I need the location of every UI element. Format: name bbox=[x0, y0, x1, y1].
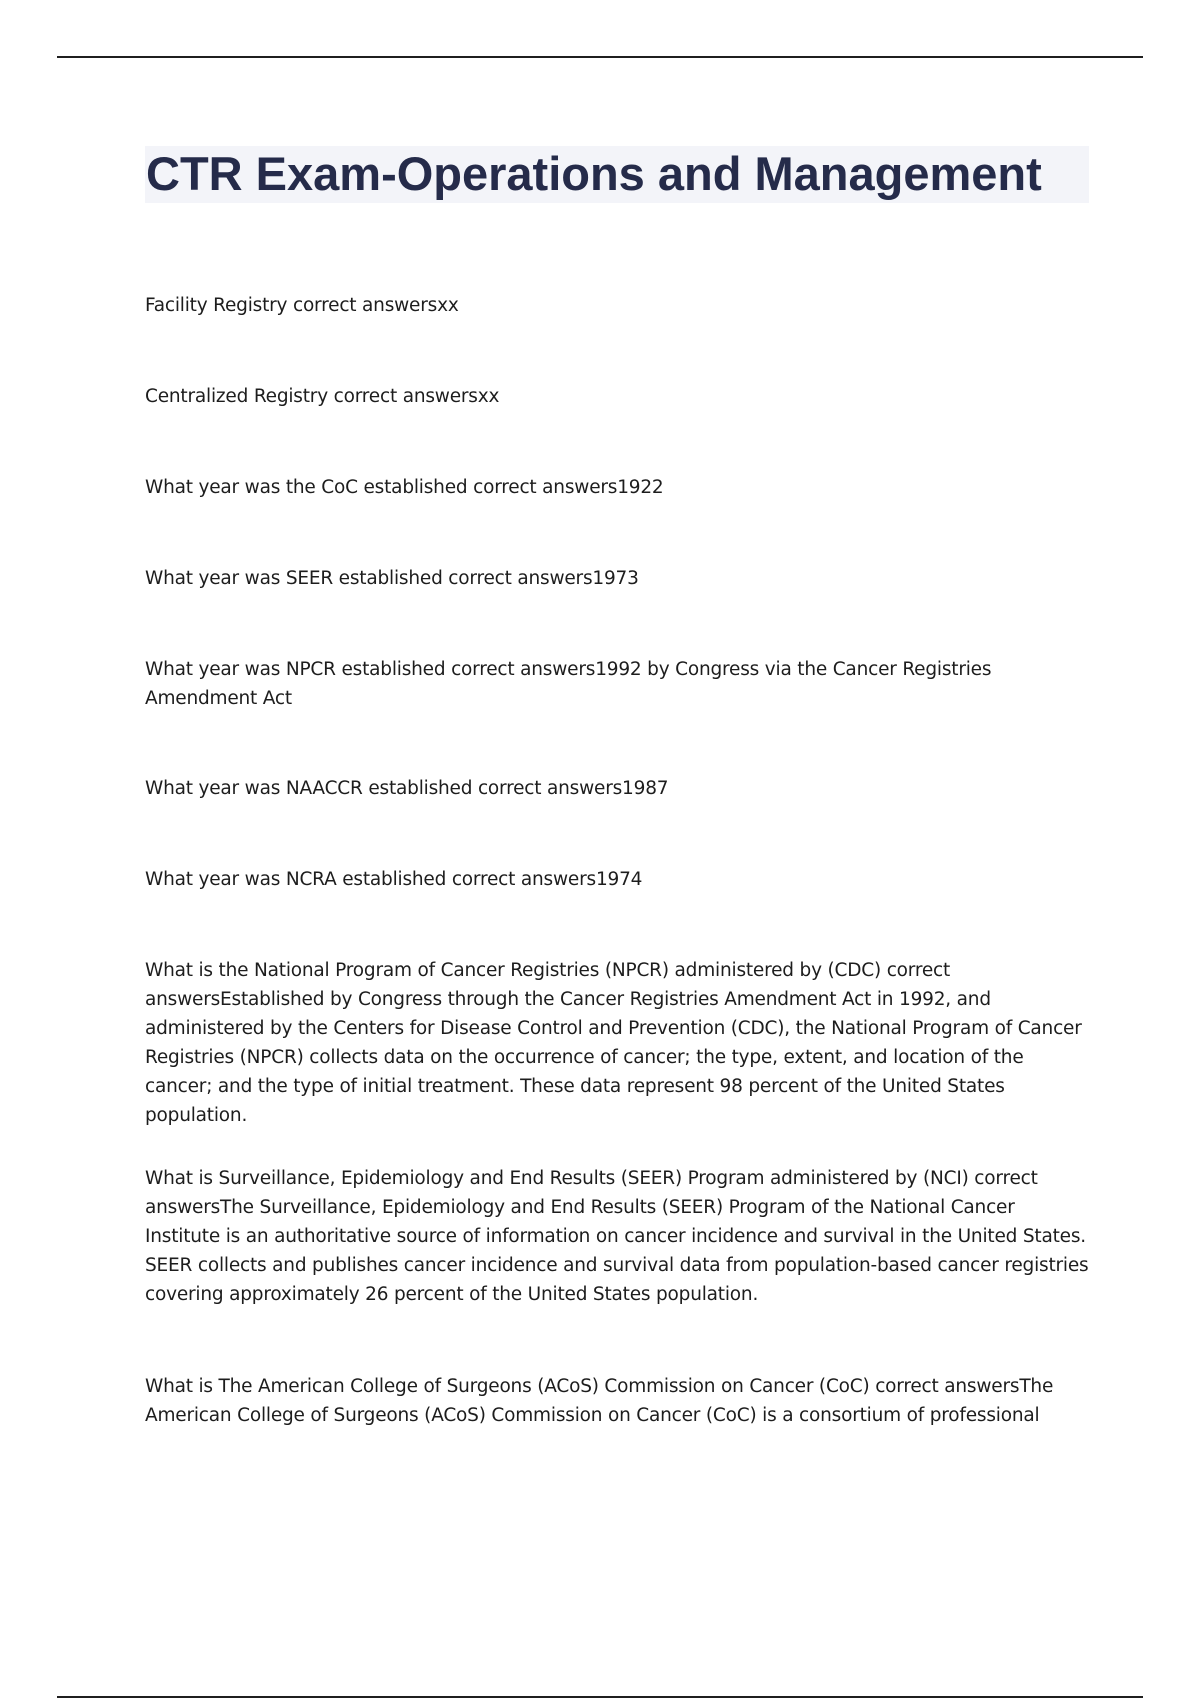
qa-entry-npcr-description: What is the National Program of Cancer Registries (NPCR) administered by (CDC) correct answersEstablished by Congress through the Cancer Registries Amendment Act in 1992, and administered by the Centers for Disease Control and Prevention (CDC), the National Program of Cancer Registries (NPCR) collects data on the occurrence of cancer; the type, extent, and location of the cancer; and the type of initial treatment. These data represent 98 percent of the United States population. bbox=[145, 960, 1082, 1126]
qa-entry-ncra-year: What year was NCRA established correct answers1974 bbox=[145, 869, 643, 890]
qa-entry-seer-description: What is Surveillance, Epidemiology and End Results (SEER) Program administered by (NCI) correct answersThe Surveillance, Epidemiology and End Results (SEER) Program of the National Cancer Institute is an authoritative source of information on cancer incidence and survival in the United States. SEER collects and publishes cancer incidence and survival data from population-based cancer registries covering approximately 26 percent of the United States population. bbox=[145, 1168, 1089, 1305]
qa-entry-seer-year: What year was SEER established correct answers1973 bbox=[145, 568, 639, 589]
qa-entry-acos-coc-description: What is The American College of Surgeons (ACoS) Commission on Cancer (CoC) correct answersThe American College of Surgeons (ACoS) Commission on Cancer (CoC) is a consortium of professional bbox=[145, 1376, 1054, 1426]
qa-entry-npcr-year: What year was NPCR established correct answers1992 by Congress via the Cancer Registries Amendment Act bbox=[145, 659, 992, 709]
top-rule bbox=[57, 56, 1143, 58]
bottom-rule bbox=[57, 1696, 1143, 1698]
qa-entry-naaccr-year: What year was NAACCR established correct answers1987 bbox=[145, 778, 669, 799]
qa-entry-centralized-registry: Centralized Registry correct answersxx bbox=[145, 386, 500, 407]
qa-entry-coc-year: What year was the CoC established correct answers1922 bbox=[145, 477, 664, 498]
qa-entry-facility-registry: Facility Registry correct answersxx bbox=[145, 295, 459, 316]
page-title: CTR Exam-Operations and Management bbox=[146, 147, 1042, 200]
